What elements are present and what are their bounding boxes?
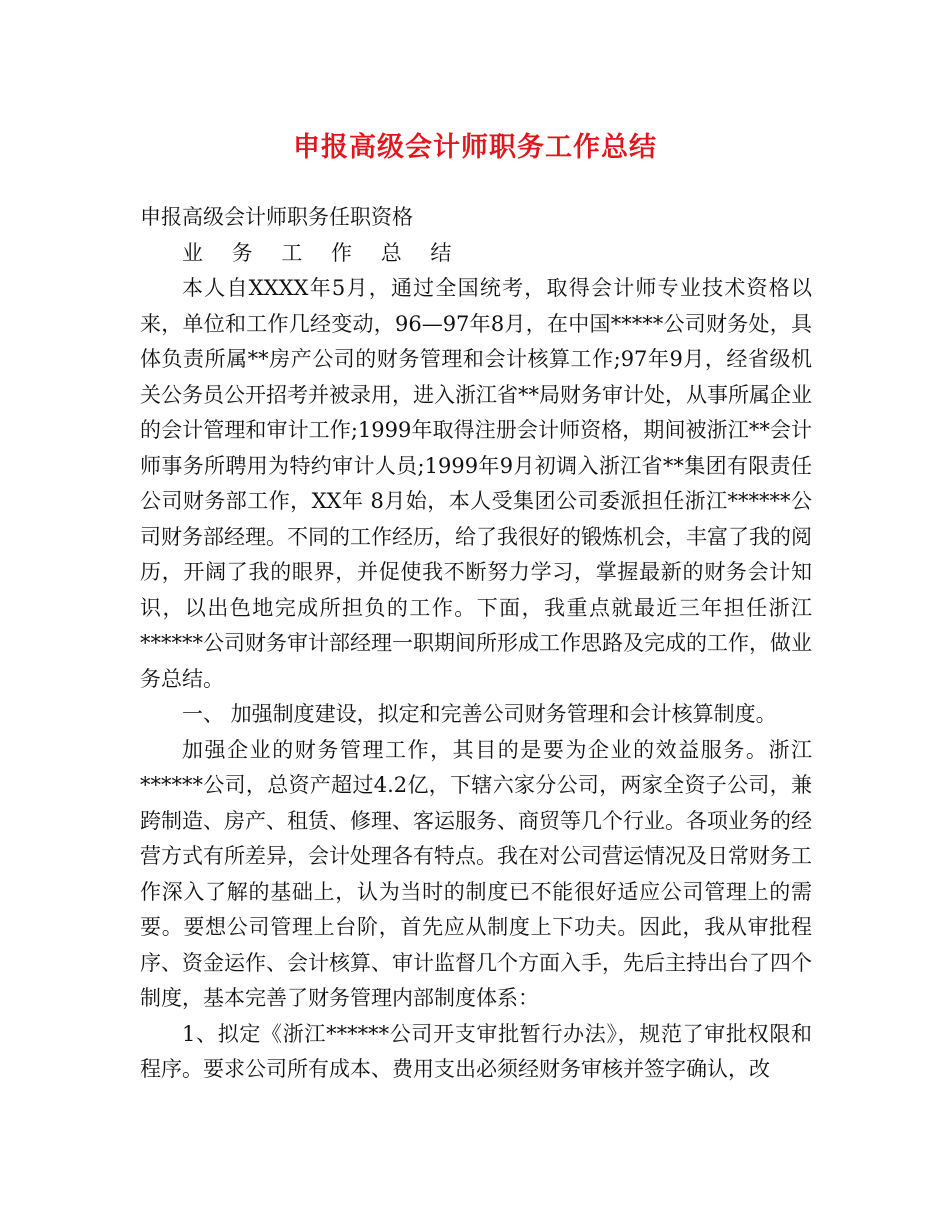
- subtitle-line: 申报高级会计师职务任职资格: [140, 205, 413, 229]
- paragraph-intro: 本人自XXXX年5月，通过全国统考，取得会计师专业技术资格以来，单位和工作几经变动，96—97年8月，在中国*****公司财务处，具体负责所属**房产公司的财务管理和会计核算工作;97年9月，经省级机关公务员公开招考并被录用，进入浙江省**局财务审计处，从事所属企业的会计管理和审计工作;1999年取得注册会计师资格，期间被浙江**会计师事务所聘用为特约审计人员;1999年9月初调入浙江省**集团有限责任公司财务部工作，XX年 8月始，本人受集团公司委派担任浙江******公司财务部经理。不同的工作经历，给了我很好的锻炼机会，丰富了我的阅历，开阔了我的眼界，并促使我不断努力学习，掌握最新的财务会计知识，以出色地完成所担负的工作。下面，我重点就最近三年担任浙江******公司财务审计部经理一职期间所形成工作思路及完成的工作，做业务总结。: [140, 276, 812, 691]
- document-body: [140, 200, 812, 1088]
- paragraph-rule-1: 1、拟定《浙江******公司开支审批暂行办法》，规范了审批权限和程序。要求公司所有成本、费用支出必须经财务审核并签字确认，改: [140, 1021, 812, 1081]
- paragraph-management: 加强企业的财务管理工作，其目的是要为企业的效益服务。浙江******公司，总资产超过4.2亿，下辖六家分公司，两家全资子公司，兼跨制造、房产、租赁、修理、客运服务、商贸等几个行业。各项业务的经营方式有所差异，会计处理各有特点。我在对公司营运情况及日常财务工作深入了解的基础上，认为当时的制度已不能很好适应公司管理上的需要。要想公司管理上台阶，首先应从制度上下功夫。因此，我从审批程序、资金运作、会计核算、审计监督几个方面入手，先后主持出台了四个制度，基本完善了财务管理内部制度体系：: [140, 737, 812, 1010]
- heading-item-1: 一、 加强制度建设，拟定和完善公司财务管理和会计核算制度。: [182, 702, 777, 726]
- document-title: 申报高级会计师职务工作总结: [293, 132, 657, 163]
- section-heading: 业 务 工 作 总 结: [182, 240, 463, 265]
